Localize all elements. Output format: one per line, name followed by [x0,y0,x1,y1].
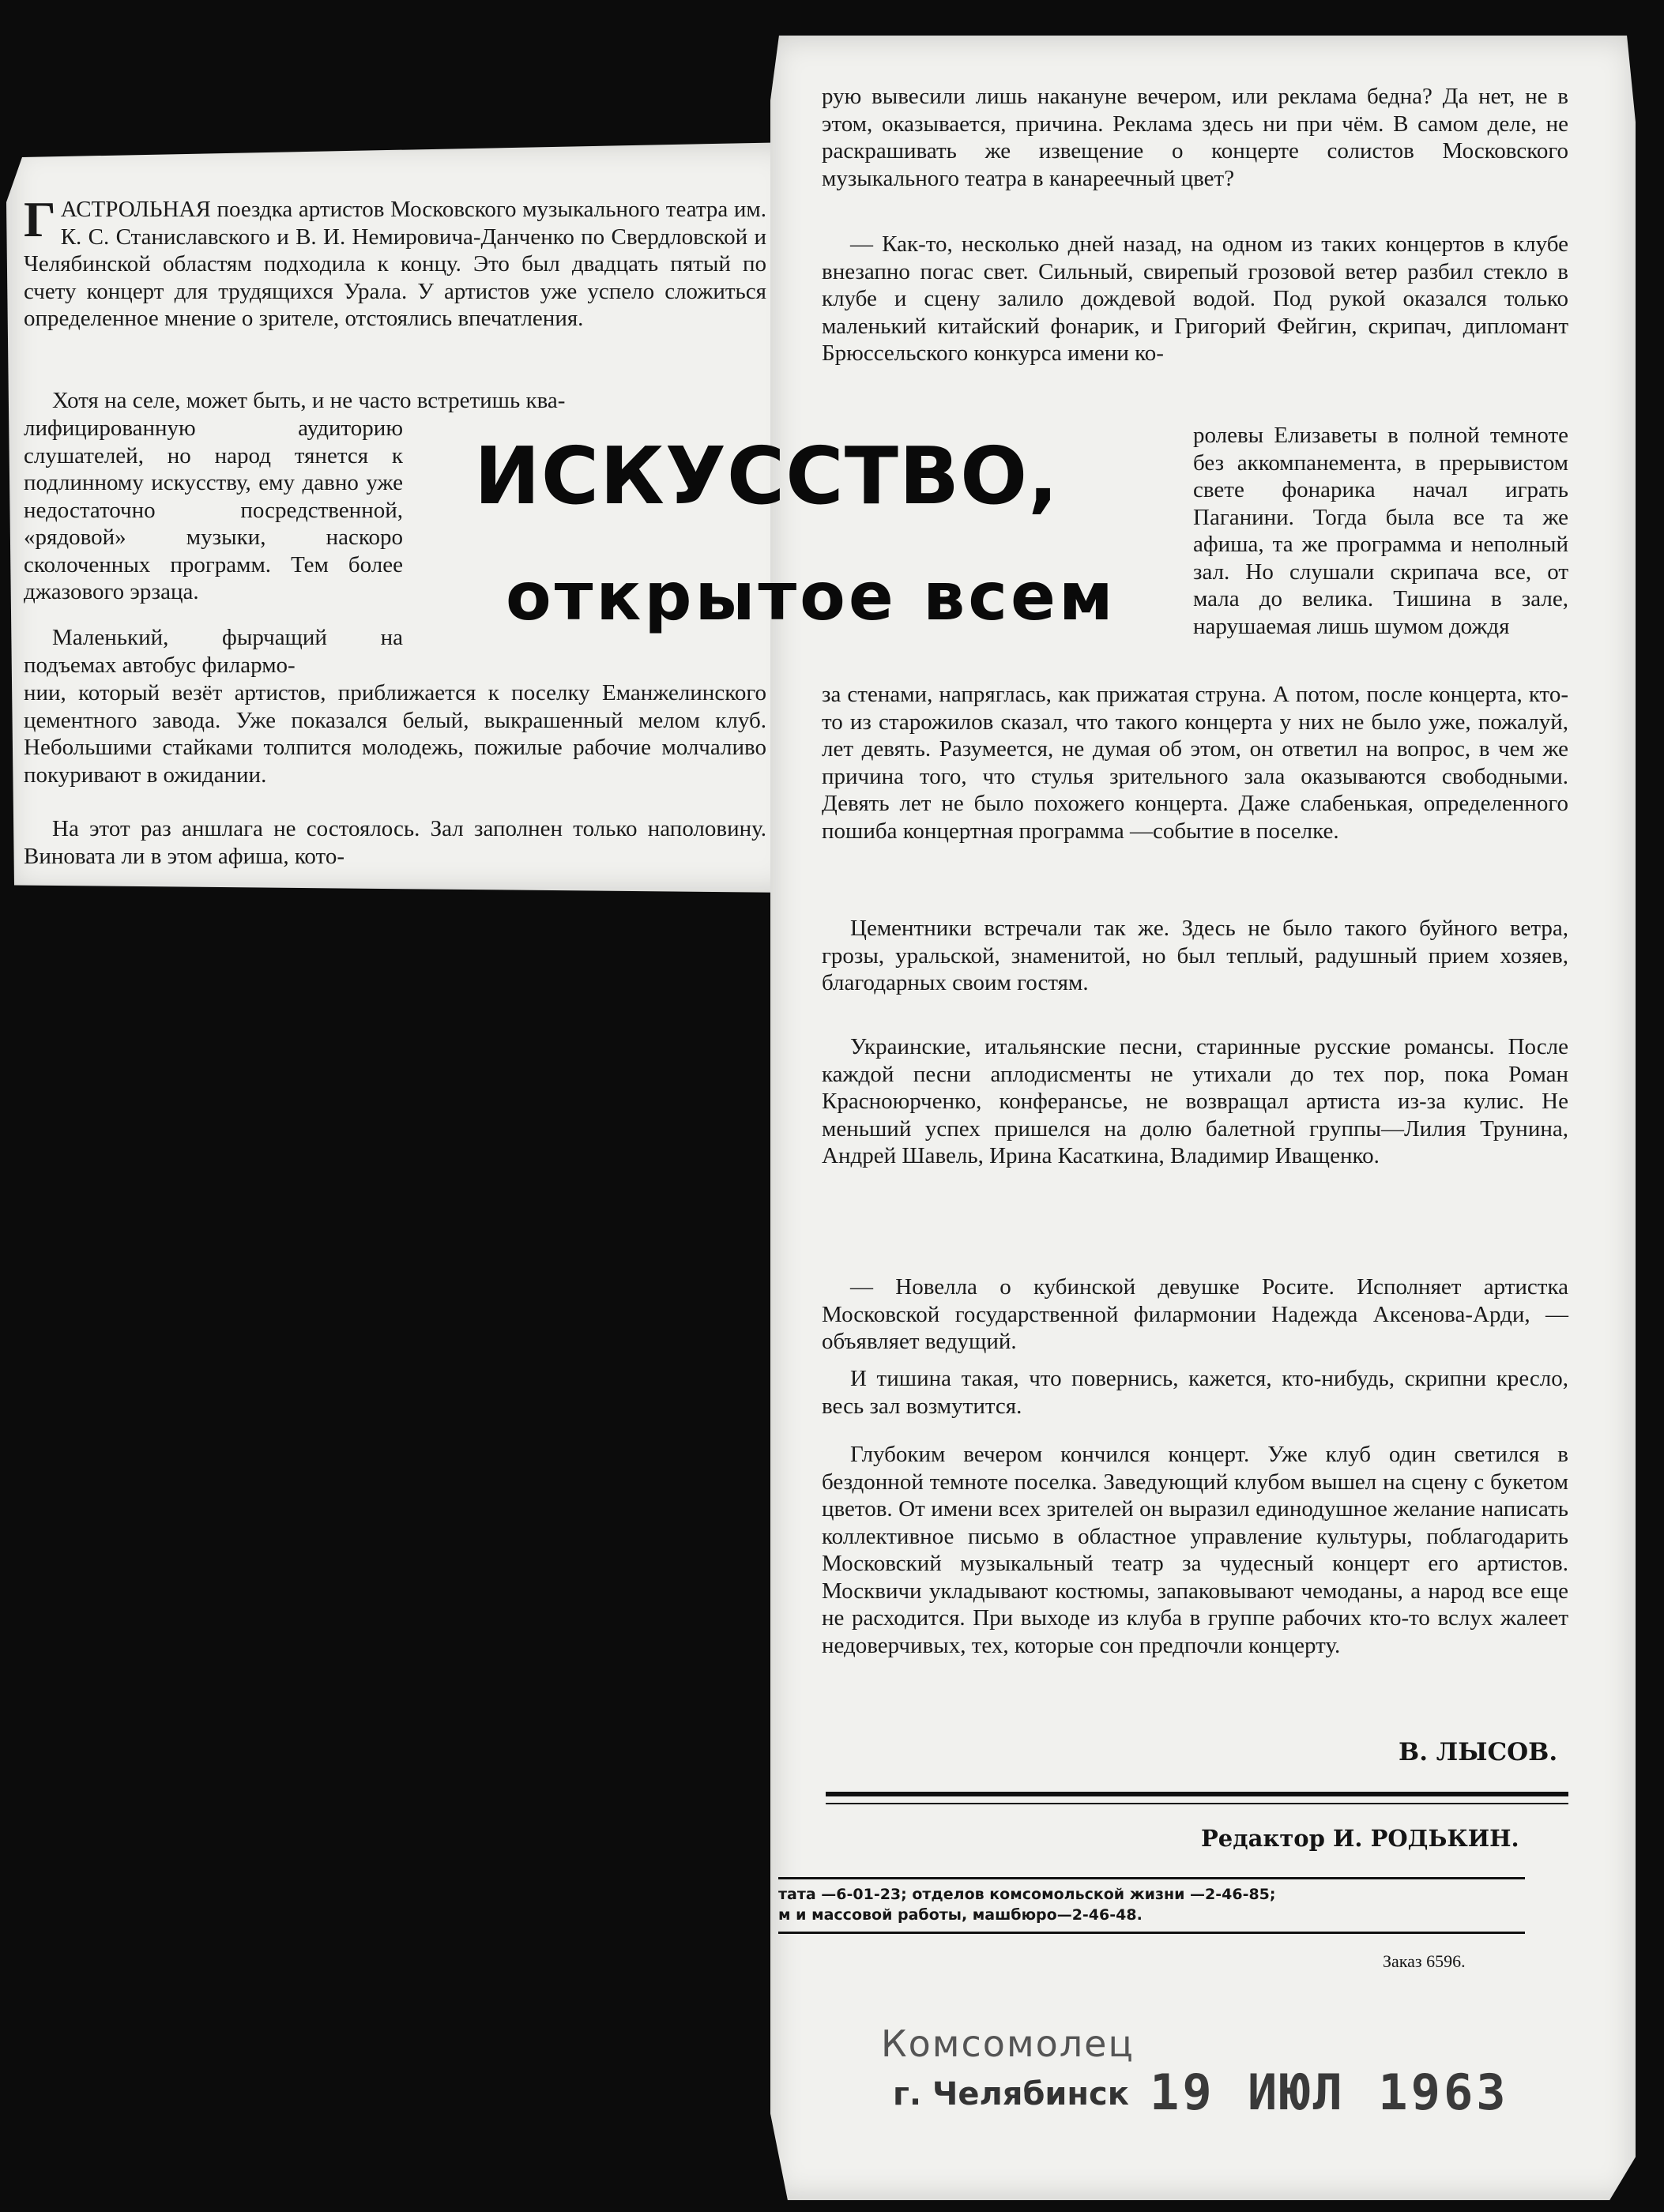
drop-cap: Г [24,191,56,247]
paragraph-2-intro: Хотя на селе, может быть, и не часто встретишь ква- [52,388,566,413]
paragraph-3-wrap: Маленький, фырчащий на подъемах автобус филармо- [24,625,403,678]
headline-line1: ИСКУССТВО, [474,430,1060,522]
right-paragraph-1: рую вывесили лишь накануне вечером, или реклама бедна? Да нет, не в этом, оказывается, причина. Реклама здесь ни при чём. В самом деле, не раскрашивать же извещение о концерте солистов Московского музыкального театра в канареечный цвет? [822,84,1568,191]
right-paragraph-3: Цементники встречали так же. Здесь не было такого буйного ветра, грозы, уральской, знаменитой, но был теплый, радушный прием хозяев, благодарных своим гостям. [822,916,1568,995]
right-paragraph-4: Украинские, итальянские песни, старинные русские романсы. После каждой песни аплодисменты не утихали до тех пор, пока Роман Красноюрченко, конферансье, не возвращал артиста из-за кулис. Не меньший успех пришелся на долю балетной группы—Лилия Трунина, Андрей Шавель, Ирина Касаткина, Владимир Иващенко. [822,1034,1568,1168]
editor-line: Редактор И. РОДЬКИН. [1201,1825,1519,1852]
right-paragraph-2-wrap: ролевы Елизаветы в полной темноте без аккомпанемента, в прерывистом свете фонарика начал играть Паганини. Тогда была все та же афиша, та же программа и неполный зал. Но слушали скрипача все, от мала до велика. Тишина в зале, нарушаемая лишь шумом дождя [1193,423,1568,639]
lead-text: АСТРОЛЬНАЯ поездка артистов Московского музыкального театра им. К. С. Станиславского и В. И. Немировича-Данченко по Свердловской и Челябинской областям подходила к концу. Это был двадцать пятый по счету концерт для трудящихся Урала. У артистов уже успело сложиться определенное мнение о зрителе, отстоялись впечатления. [24,197,766,331]
phones-line-2: м и массовой работы, машбюро—2-46-48. [778,1906,1143,1924]
divider-thin [826,1803,1568,1804]
right-paragraph-2-full: — Как-то, несколько дней назад, на одном из таких концертов в клубе внезапно погас свет. Сильный, свирепый грозовой ветер разбил стекло в клубе и сцену залило дождевой водой. Под рукой оказался только маленький китайский фонарик, и Григорий Фейгин, скрипач, дипломант Брюссельского конкурса имени ко- [822,231,1568,366]
paragraph-2-wrap: лифицированную аудиторию слушателей, но народ тянется к подлинному искусству, ему давно уже недостаточно посредственной, «рядовой» музыки, наскоро сколоченных программ. Тем более джазового эрзаца. [24,416,403,604]
right-paragraph-5: — Новелла о кубинской девушке Росите. Исполняет артистка Московской государственной филармонии Надежда Аксенова-Арди, — объявляет ведущий. [822,1274,1568,1354]
paragraph-4: На этот раз аншлага не состоялось. Зал заполнен только наполовину. Виновата ли в этом афиша, кото- [24,816,766,869]
headline-line2: открытое всем [506,558,1116,635]
stamp-date: 19 ИЮЛ 1963 [1150,2063,1509,2121]
order-number: Заказ 6596. [1383,1951,1466,1971]
lead-paragraph [24,191,766,333]
footer-rule-bottom [778,1932,1525,1934]
stamp-city: г. Челябинск [893,2076,1129,2112]
right-paragraph-6: И тишина такая, что повернись, кажется, кто-нибудь, скрипни кресло, весь зал возмутится. [822,1366,1568,1419]
divider-thick [826,1792,1568,1796]
right-paragraph-2-cont: за стенами, напряглась, как прижатая струна. А потом, после концерта, кто-то из старожилов сказал, что такого концерта у них не было уже, пожалуй, лет девять. Разумеется, не думая об этом, он ответил на вопрос, в чем же причина того, что стулья зрительного зала оказываются свободными. Девять лет не было похожего концерта. Даже слабенькая, определенного пошиба концертная программа —событие в поселке. [822,682,1568,844]
author-signature: В. ЛЫСОВ. [1399,1738,1558,1766]
right-paragraph-7: Глубоким вечером кончился концерт. Уже клуб один светился в бездонной темноте поселка. Заведующий клубом вышел на сцену с букетом цветов. От имени всех зрителей он выразил единодушное желание написать коллективное письмо в областное управление культуры, поблагодарить Московский музыкальный театр за чудесный концерт его артистов. Москвичи укладывают костюмы, запаковывают чемоданы, а народ все еще не расходится. При выходе из клуба в группе рабочих кто-то вслух жалеет недоверчивых, тех, которые сон предпочли концерту. [822,1442,1568,1658]
footer-rule-top [778,1877,1525,1879]
stamp-newspaper-name: Комсомолец [881,2022,1135,2065]
paragraph-3-full: нии, который везёт артистов, приближается к поселку Еманжелинского цементного завода. Уже показался белый, выкрашенный мелом клуб. Небольшими стайками толпится молодежь, пожилые рабочие молчаливо покуривают в ожидании. [24,680,766,788]
phones-line-1: тата —6-01-23; отделов комсомольской жизни —2-46-85; [778,1886,1276,1903]
